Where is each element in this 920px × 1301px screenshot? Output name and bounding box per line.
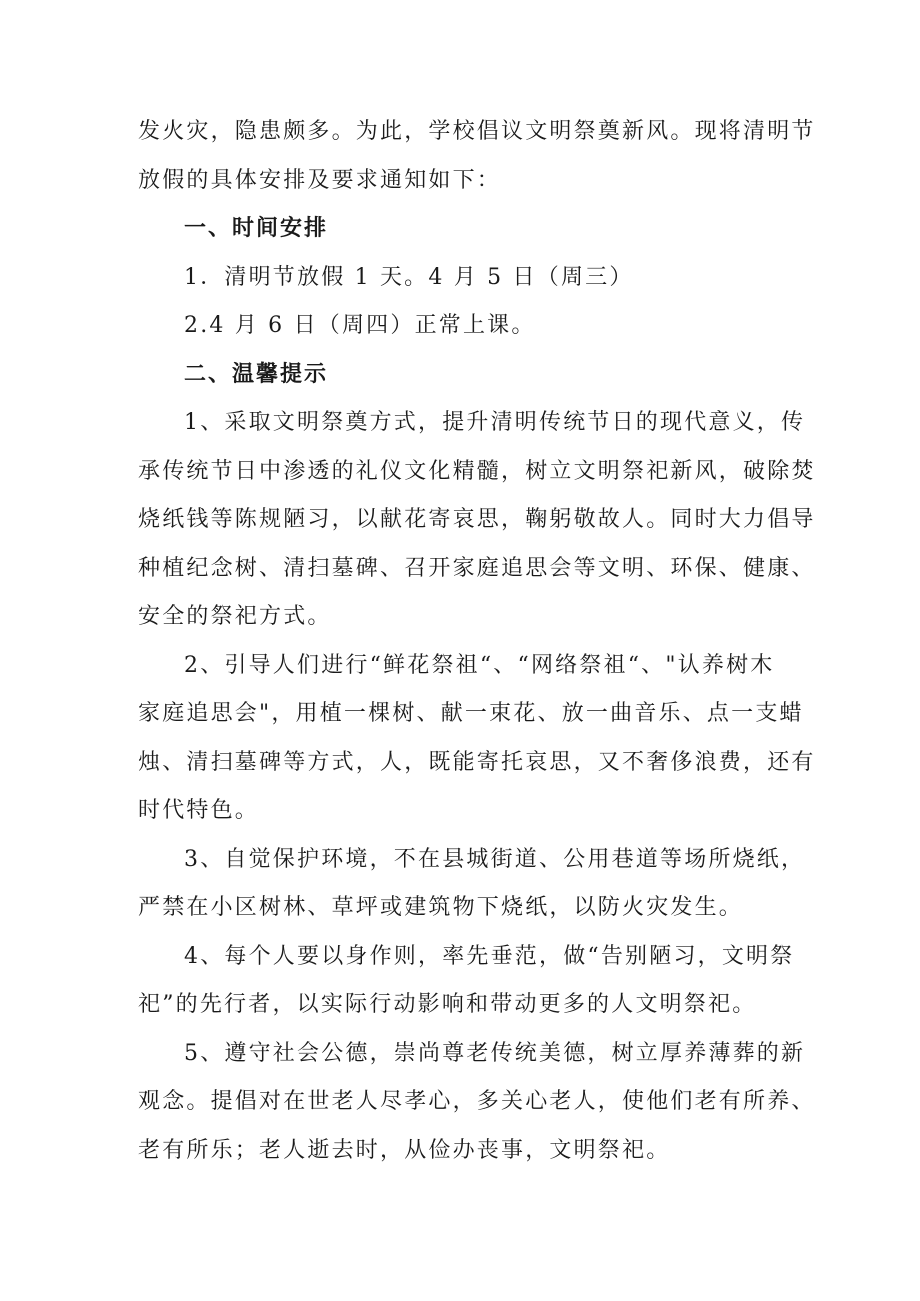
text-line: 放假的具体安排及要求通知如下： xyxy=(138,167,502,193)
list-item: 1．清明节放假 1 天。4 月 5 日（周三） xyxy=(184,264,634,290)
text-line: 2、引导人们进行“鲜花祭祖“、“网络祭祖“、"认养树木 xyxy=(184,652,775,678)
text-line: 时代特色。 xyxy=(138,798,260,823)
text-line: 祀”的先行者，以实际行动影响和带动更多的人文明祭祀。 xyxy=(138,992,757,1017)
text-line: 4、每个人要以身作则，率先垂范，做“告别陋习，文明祭 xyxy=(184,943,795,969)
text-line: 老有所乐；老人逝去时，从俭办丧事，文明祭祀。 xyxy=(138,1137,671,1163)
text-line: 5、遵守社会公德，崇尚尊老传统美德，树立厚养薄葬的新 xyxy=(184,1040,806,1066)
text-line: 观念。提倡对在世老人尽孝心，多关心老人，使他们老有所养、 xyxy=(138,1089,816,1114)
text-line: 1、采取文明祭奠方式，提升清明传统节日的现代意义，传 xyxy=(184,410,806,435)
section-heading: 二、温馨提示 xyxy=(184,361,329,387)
text-line: 烧纸钱等陈规陋习，以献花寄哀思，鞠躬敬故人。同时大力倡导 xyxy=(138,507,816,532)
text-line: 家庭追思会"，用植一棵树、献一束花、放一曲音乐、点一支蜡 xyxy=(138,701,804,726)
list-item: 2.4 月 6 日（周四）正常上课。 xyxy=(184,313,536,338)
section-heading: 一、时间安排 xyxy=(184,216,329,241)
text-line: 种植纪念树、清扫墓碑、召开家庭追思会等文明、环保、健康、 xyxy=(138,555,816,581)
text-line: 承传统节日中渗透的礼仪文化精髓，树立文明祭祀新风，破除焚 xyxy=(138,458,816,484)
text-line: 安全的祭祀方式。 xyxy=(138,604,332,629)
text-line: 3、自觉保护环境，不在县城街道、公用巷道等场所烧纸， xyxy=(184,846,806,872)
text-line: 严禁在小区树林、草坪或建筑物下烧纸，以防火灾发生。 xyxy=(138,895,744,920)
text-line: 发火灾，隐患颇多。为此，学校倡议文明祭奠新风。现将清明节 xyxy=(138,119,816,144)
text-line: 烛、清扫墓碑等方式，人，既能寄托哀思，又不奢侈浪费，还有 xyxy=(138,749,816,775)
